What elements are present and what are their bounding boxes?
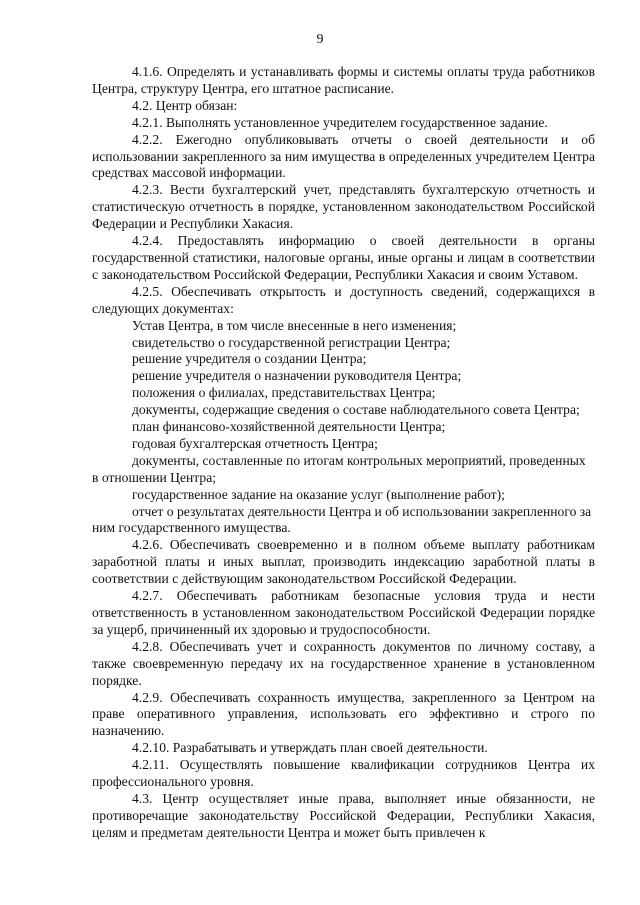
paragraph: 4.2.10. Разрабатывать и утверждать план своей деятельности. — [132, 740, 488, 756]
paragraph: 4.1.6. Определять и устанавливать формы и системы оплаты труда работников Центра, структуру Центра, его штатное расписание. — [92, 64, 595, 96]
list-item: документы, содержащие сведения о составе наблюдательного совета Центра; — [132, 402, 580, 418]
paragraph: 4.2.3. Вести бухгалтерский учет, представлять бухгалтерскую отчетность и статистическую отчетность в порядке, установленном законодательством Российской Федерации и Республики Хакасия. — [92, 182, 595, 232]
paragraph: 4.3. Центр осуществляет иные права, выполняет иные обязанности, не противоречащие законодательству Российской Федерации, Республики Хакасия, целям и предметам деятельности Центра и может быть привлечен к — [92, 790, 595, 840]
list-item: отчет о результатах деятельности Центра и об использовании закрепленного за ним государственного имущества. — [92, 503, 592, 536]
paragraph: 4.2.9. Обеспечивать сохранность имущества, закрепленного за Центром на праве оперативного управления, использовать его эффективно и строго по назначению. — [92, 689, 595, 739]
paragraph: 4.2.8. Обеспечивать учет и сохранность документов по личному составу, а также своевременную передачу их на государственное хранение в установленном порядке. — [92, 638, 595, 688]
list-item: решение учредителя о назначении руководителя Центра; — [132, 368, 462, 384]
list-item: положения о филиалах, представительствах Центра; — [132, 385, 436, 401]
paragraph: 4.2.5. Обеспечивать открытость и доступность сведений, содержащихся в следующих документах: — [92, 283, 595, 316]
paragraph: 4.2.6. Обеспечивать своевременно и в полном объеме выплату работникам заработной платы и иных выплат, производить индексацию заработной платы в соответствии с действующим законодательством Российской Федерации. — [92, 537, 595, 587]
list-item: решение учредителя о создании Центра; — [132, 351, 367, 367]
document-body — [92, 64, 595, 842]
paragraph: 4.2. Центр обязан: — [132, 97, 238, 113]
list-item: план финансово-хозяйственной деятельности Центра; — [132, 419, 446, 435]
list-item: Устав Центра, в том числе внесенные в него изменения; — [132, 317, 457, 333]
paragraph: 4.2.11. Осуществлять повышение квалификации сотрудников Центра их профессионального уровня. — [92, 757, 595, 790]
list-item: документы, составленные по итогам контрольных мероприятий, проведенных в отношении Центра; — [92, 452, 586, 485]
paragraph: 4.2.1. Выполнять установленное учредителем государственное задание. — [132, 114, 548, 130]
paragraph: 4.2.4. Предоставлять информацию о своей деятельности в органы государственной статистики, налоговые органы, иные органы и лицам в соответствии с законодательством Российской Федерации, Республики Хакасия и своим Уставом. — [92, 233, 595, 282]
page-number: 9 — [316, 32, 324, 47]
paragraph: 4.2.2. Ежегодно опубликовывать отчеты о своей деятельности и об использовании закрепленного за ним имущества в определенных учредителем Центра средствах массовой информации. — [92, 131, 595, 181]
list-item: годовая бухгалтерская отчетность Центра; — [132, 435, 378, 451]
list-item: государственное задание на оказание услуг (выполнение работ); — [132, 486, 505, 502]
paragraph: 4.2.7. Обеспечивать работникам безопасные условия труда и нести ответственность в установленном законодательством Российской Федерации порядке за ущерб, причиненный их здоровью и трудоспособности. — [92, 588, 595, 637]
list-item: свидетельство о государственной регистрации Центра; — [132, 334, 451, 350]
